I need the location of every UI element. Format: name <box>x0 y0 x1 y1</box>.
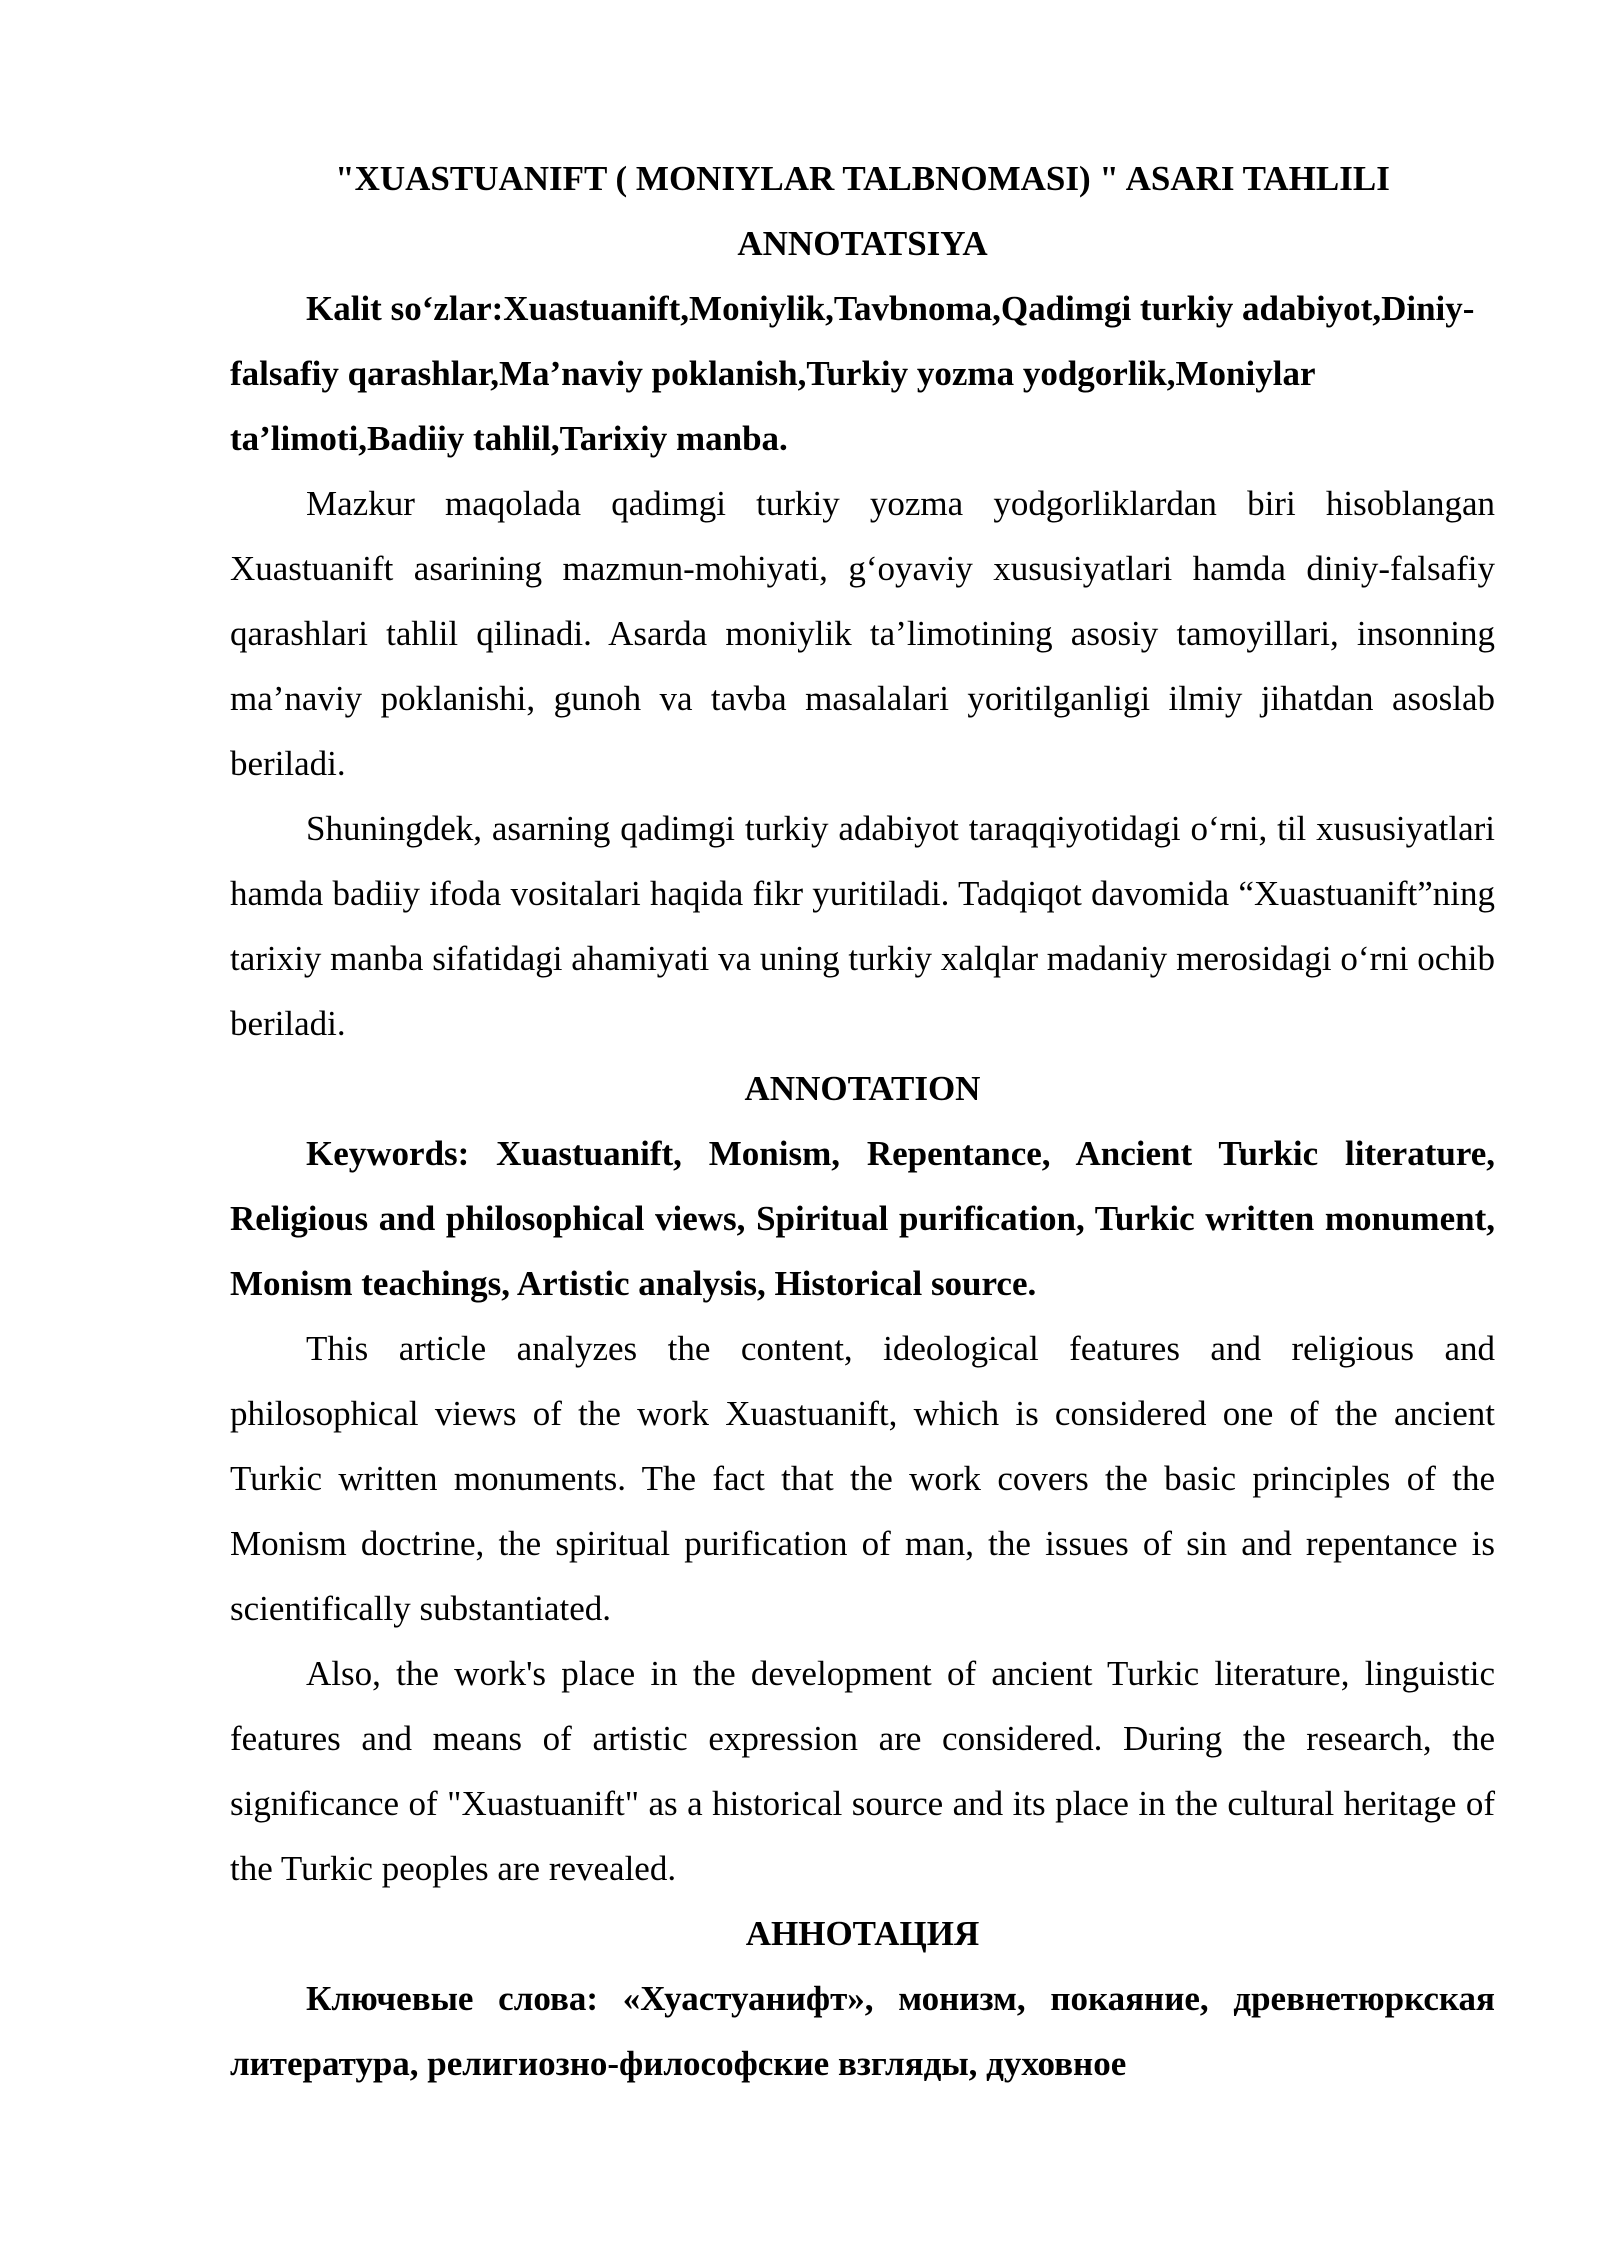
document-title: "XUASTUANIFT ( MONIYLAR TALBNOMASI) " ASARI TAHLILI <box>335 159 1390 198</box>
keywords-en: Keywords: Xuastuanift, Monism, Repentance, Ancient Turkic literature, Religious and philosophical views, Spiritual purification, Turkic written monument, Monism teachings, Artistic analysis, Historical source. <box>230 1134 1495 1303</box>
abstract-paragraph-uz-2: Shuningdek, asarning qadimgi turkiy adabiyot taraqqiyotidagi o‘rni, til xususiyatlari hamda badiiy ifoda vositalari haqida fikr yuritiladi. Tadqiqot davomida “Xuastuanift”ning tarixiy manba sifatidagi ahamiyati va uning turkiy xalqlar madaniy merosidagi o‘rni ochib beriladi. <box>230 809 1495 1043</box>
section-heading-uz: ANNOTATSIYA <box>737 224 988 263</box>
section-heading-ru: АННОТАЦИЯ <box>745 1914 980 1953</box>
keywords-uz: Kalit so‘zlar:Xuastuanift,Moniylik,Tavbnoma,Qadimgi turkiy adabiyot,Diniy-falsafiy qarashlar,Ma’naviy poklanish,Turkiy yozma yodgorlik,Moniylar ta’limoti,Badiiy tahlil,Tarixiy manba. <box>230 289 1475 458</box>
keywords-ru: Ключевые слова: «Хуастуанифт», монизм, покаяние, древнетюркская литература, религиозно-философские взгляды, духовное <box>230 1979 1495 2083</box>
abstract-paragraph-en-1: This article analyzes the content, ideological features and religious and philosophical views of the work Xuastuanift, which is considered one of the ancient Turkic written monuments. The fact that the work covers the basic principles of the Monism doctrine, the spiritual purification of man, the issues of sin and repentance is scientifically substantiated. <box>230 1329 1495 1628</box>
abstract-paragraph-uz-1: Mazkur maqolada qadimgi turkiy yozma yodgorliklardan biri hisoblangan Xuastuanift asarining mazmun-mohiyati, g‘oyaviy xususiyatlari hamda diniy-falsafiy qarashlari tahlil qilinadi. Asarda moniylik ta’limotining asosiy tamoyillari, insonning ma’naviy poklanishi, gunoh va tavba masalalari yoritilganligi ilmiy jihatdan asoslab beriladi. <box>230 484 1495 783</box>
section-heading-en: ANNOTATION <box>744 1069 981 1108</box>
abstract-paragraph-en-2: Also, the work's place in the development of ancient Turkic literature, linguistic features and means of artistic expression are considered. During the research, the significance of "Xuastuanift" as a historical source and its place in the cultural heritage of the Turkic peoples are revealed. <box>230 1654 1495 1888</box>
document-body <box>230 146 1495 2096</box>
